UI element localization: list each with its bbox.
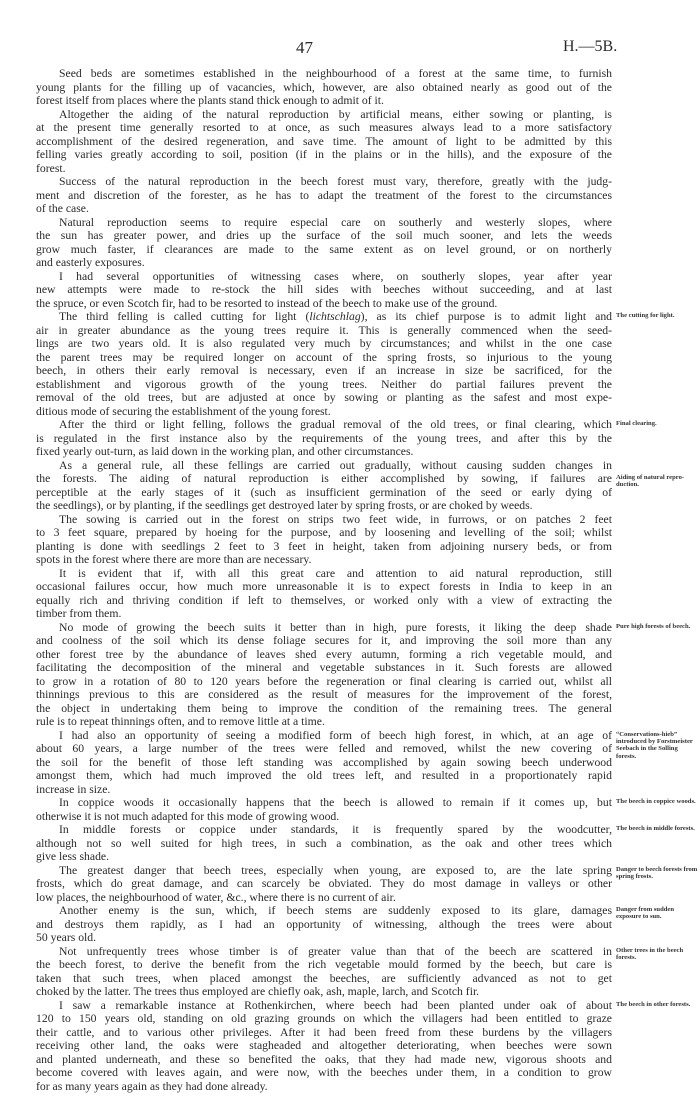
paragraph — [36, 270, 612, 311]
text-line: The sowing is carried out in the forest on strips two feet wide, in furrows, or on patches 2 feet — [59, 512, 612, 526]
paragraph — [36, 728, 693, 797]
marginal-note: The beech in other forests. — [616, 1000, 691, 1008]
marginal-note: The beech in coppice woods. — [616, 798, 696, 805]
text-line: Another enemy is the sun, which, if beech stems are suddenly exposed to its glare, damages — [59, 904, 612, 917]
text-line: the forests. The aiding of natural reproduction is either accomplished by sowing, if failures are — [36, 472, 612, 485]
text-line: and planted underneath, and these so benefited the oaks, that they had made new, vigorous shoots and — [36, 1052, 612, 1066]
text-line: No mode of growing the beech suits it better than in high, pure forests, it liking the deep shade — [59, 620, 612, 634]
paragraph — [36, 310, 675, 418]
text-line: facilitating the decomposition of the mineral and vegetable substances in it. Such forests are allowed — [36, 661, 612, 674]
paragraph — [36, 823, 695, 864]
paragraph — [36, 998, 691, 1094]
text-line: I had several opportunities of witnessing cases where, on southerly slopes, year after year — [59, 269, 612, 283]
text-line: although not so well suited for high trees, in such a combination, as the oak and other trees which — [36, 836, 612, 850]
text-line: Altogether the aiding of the natural reproduction by artificial means, either sowing or planting, is — [59, 107, 612, 121]
marginal-note: “Conservations-hieb” introduced by Forstmeister Seebach in the Solling forests. — [616, 730, 693, 760]
text-line: air in greater abundance as the young trees require it. This is generally commenced when the seed- — [36, 323, 612, 337]
text-line: taken that such trees, when placed amongst the beeches, are sufficiently advanced as not to get — [36, 971, 612, 985]
text-line: After the third or light felling, follows the gradual removal of the old trees, or final clearing, which — [59, 418, 612, 431]
text-line: equally rich and thriving condition if left to themselves, or worked only with a view of extracting the — [36, 593, 612, 607]
paragraph — [36, 796, 696, 823]
text-line: Success of the natural reproduction in the beech forest must vary, therefore, greatly with the judg- — [59, 175, 612, 188]
text-line: to grow in a rotation of 80 to 120 years before the regeneration or final clearing is carried out, whilst all — [36, 674, 612, 688]
text-line: forest itself from places where the plants stand thick enough to admit of it. — [36, 94, 384, 107]
text-line: Not unfrequently trees whose timber is of greater value than that of the beech are scattered in — [59, 944, 612, 958]
text-line: and easterly exposures. — [36, 256, 145, 269]
marginal-note: Final clearing. — [616, 420, 657, 427]
paragraph — [36, 418, 657, 459]
paragraph — [36, 108, 612, 176]
text-line: thinnings previous to this are considered as the result of measures for the improvement of the forest, — [36, 688, 612, 701]
text-line: It is evident that if, with all this great care and attention to aid natural reproduction, still — [59, 566, 612, 580]
text-line: In coppice woods it occasionally happens that the beech is allowed to remain if it comes up, but — [59, 796, 612, 809]
text-line: removal of the old trees, but are adjusted at once by sowing or planting as the safest and most expe- — [36, 391, 612, 404]
text-line: low places, the neighbourhood of water, &c., where there is no current of air. — [36, 890, 396, 904]
text-line: the seedlings), or by planting, if the seedlings get destroyed later by spring frosts, or are choked by weeds. — [36, 499, 533, 512]
paragraph — [36, 458, 685, 513]
text-line: ditious mode of securing the establishment of the young forest. — [36, 404, 331, 418]
text-line: amongst them, which had much improved the old trees left, and resulted in a proportionately rapid — [36, 769, 612, 782]
text-line: I had also an opportunity of seeing a modified form of beech high forest, in which, at an age of — [59, 728, 612, 742]
text-line: I saw a remarkable instance at Rothenkirchen, where beech had been planted under oak of about — [59, 998, 612, 1012]
paragraph — [36, 904, 675, 945]
marginal-note: The beech in middle forests. — [616, 825, 695, 832]
text-line: occasional failures occur, how much more unreasonable it is to expect forests in India to keep in an — [36, 580, 612, 593]
text-line: is regulated in the first instance also by the requirements of the young trees, and after this by the — [36, 431, 612, 445]
marginal-note: Aiding of natural repro-duction. — [616, 474, 685, 489]
marginal-note: Danger from sudden exposure to sun. — [616, 906, 675, 921]
marginal-note: Other trees in the beech forests. — [616, 946, 684, 961]
text-segment: ), as its chief purpose is to admit light and — [360, 310, 613, 323]
text-line: at the present time generally resorted to at once, as such measures always lead to a more satisfactory — [36, 121, 612, 134]
paragraph — [36, 175, 612, 216]
series-reference: H.—5B. — [563, 38, 618, 55]
text-line: fixed yearly out-turn, as laid down in the working plan, and other circumstances. — [36, 445, 414, 458]
marginal-note: Danger to beech forests from spring frosts. — [616, 865, 698, 880]
text-line: the spruce, or even Scotch fir, had to be resorted to instead of the beech to make use of the ground. — [36, 296, 498, 310]
text-line: to 3 feet square, prepared by hoeing for the purpose, and by loosening and levelling of the soil; whilst — [36, 526, 612, 539]
document-body — [36, 67, 698, 1093]
text-line: ment and discretion of the forester, as he has to adapt the treatment of the forest to the circumstances — [36, 188, 612, 202]
paragraph — [36, 67, 612, 108]
text-line: of the case. — [36, 202, 89, 215]
text-line: otherwise it is not much adapted for this mode of growing wood. — [36, 809, 340, 823]
text-line: Natural reproduction seems to require especial care on southerly and westerly slopes, where — [59, 215, 612, 229]
text-line: the object in undertaking them being to improve the condition of the remaining trees. The general — [36, 701, 612, 715]
text-line: the parent trees may be required longer on account of the spring frosts, so injurious to the young — [36, 350, 612, 364]
text-line: the beech forest, to derive the benefit from the rich vegetable mould formed by the beech, but care is — [36, 958, 612, 971]
text-line: accomplishment of the desired regeneration, and save time. The amount of light to be admitted by this — [36, 134, 612, 148]
text-line: their cattle, and to various other privileges. After it had been freed from these burdens by the villagers — [36, 1025, 612, 1039]
text-line: receiving other land, the oaks were stagheaded and altogether deteriorating, when beeches were sown — [36, 1039, 612, 1052]
text-line: the sun has greater power, and dries up the surface of the soil much sooner, and lets the weeds — [36, 229, 612, 242]
text-line: grow much faster, if clearances are made to the same extent as on level ground, or on northerly — [36, 242, 612, 256]
text-line: become covered with leaves again, and were now, with the beeches under them, in a condition to grow — [36, 1066, 612, 1079]
paragraph — [36, 567, 612, 621]
text-line: timber from them. — [36, 607, 122, 620]
text-line: forest. — [36, 161, 66, 175]
text-line: 50 years old. — [36, 931, 97, 944]
text-line: lings are two years old. It is also regulated very much by circumstances; and whilst in the one case — [36, 337, 612, 350]
paragraph — [36, 216, 612, 270]
marginal-note: Pure high forests of beech. — [616, 622, 691, 630]
text-segment: The third felling is called cutting for light ( — [59, 310, 310, 323]
text-line: the soil for the benefit of those left standing was accomplished by again sowing beech underwood — [36, 755, 612, 769]
text-line — [36, 310, 612, 324]
text-line: frosts, which do great damage, and can scarcely be obviated. They do most damage in valleys or other — [36, 877, 612, 890]
text-line: Seed beds are sometimes established in the neighbourhood of a forest at the same time, to furnish — [59, 67, 612, 80]
text-line: for as many years again as they had done already. — [36, 1079, 268, 1093]
paragraph — [36, 513, 612, 567]
paragraph — [36, 944, 684, 999]
text-line: spots in the forest where there are more than are necessary. — [36, 553, 312, 566]
text-line: establishment and vigorous growth of the young trees. Neither do partial failures prevent the — [36, 377, 612, 391]
text-line: 120 to 150 years old, standing on old grazing grounds on which the villagers had been entitled to graze — [36, 1012, 612, 1025]
text-line: new attempts were made to re-stock the hill sides with beeches without succeeding, and at last — [36, 283, 612, 296]
text-line: In middle forests or coppice under standards, it is frequently spared by the woodcutter, — [59, 823, 612, 836]
text-line: As a general rule, all these fellings are carried out gradually, without causing sudden changes in — [59, 458, 612, 472]
text-line: give less shade. — [36, 850, 110, 863]
text-line: young plants for the filling up of vacancies, which, however, are also obtained nearly as good out of the — [36, 80, 612, 94]
text-line: perceptible at the early stages of it (such as insufficient germination of the seed or early dying of — [36, 485, 612, 499]
text-line: choked by the latter. The trees thus employed are chiefly oak, ash, maple, larch, and Scotch fir. — [36, 985, 480, 998]
text-line: felling varies greatly according to soil, position (if in the plains or in the hills), and the exposure of the — [36, 148, 612, 161]
marginal-note: The cutting for light. — [616, 312, 675, 319]
text-line: beech, in others their early removal is necessary, even if an increase in size be sacrificed, for the — [36, 364, 612, 377]
text-line: increase in size. — [36, 782, 111, 796]
text-line: planting is done with seedlings 2 feet to 3 feet in height, taken from adjoining nursery beds, or from — [36, 539, 612, 553]
text-line: about 60 years, a large number of the trees were felled and removed, whilst the new covering of — [36, 742, 612, 755]
paragraph — [36, 863, 698, 905]
page-number: 47 — [296, 38, 313, 57]
text-line: The greatest danger that beech trees, especially when young, are exposed to, are the late spring — [59, 863, 612, 877]
text-line: rule is to repeat thinnings often, and to remove little at a time. — [36, 715, 325, 728]
italic-term: lichtschlag — [309, 310, 361, 323]
paragraph — [36, 620, 691, 729]
text-line: and coolness of the soil which its dense foliage secures for it, and improving the soil more than any — [36, 634, 612, 647]
text-line: other forest tree by the abundance of leaves shed every autumn, forming a rich vegetable mould, and — [36, 647, 612, 661]
text-line: and destroys them rapidly, as I had an opportunity of witnessing, although the trees were about — [36, 917, 612, 931]
